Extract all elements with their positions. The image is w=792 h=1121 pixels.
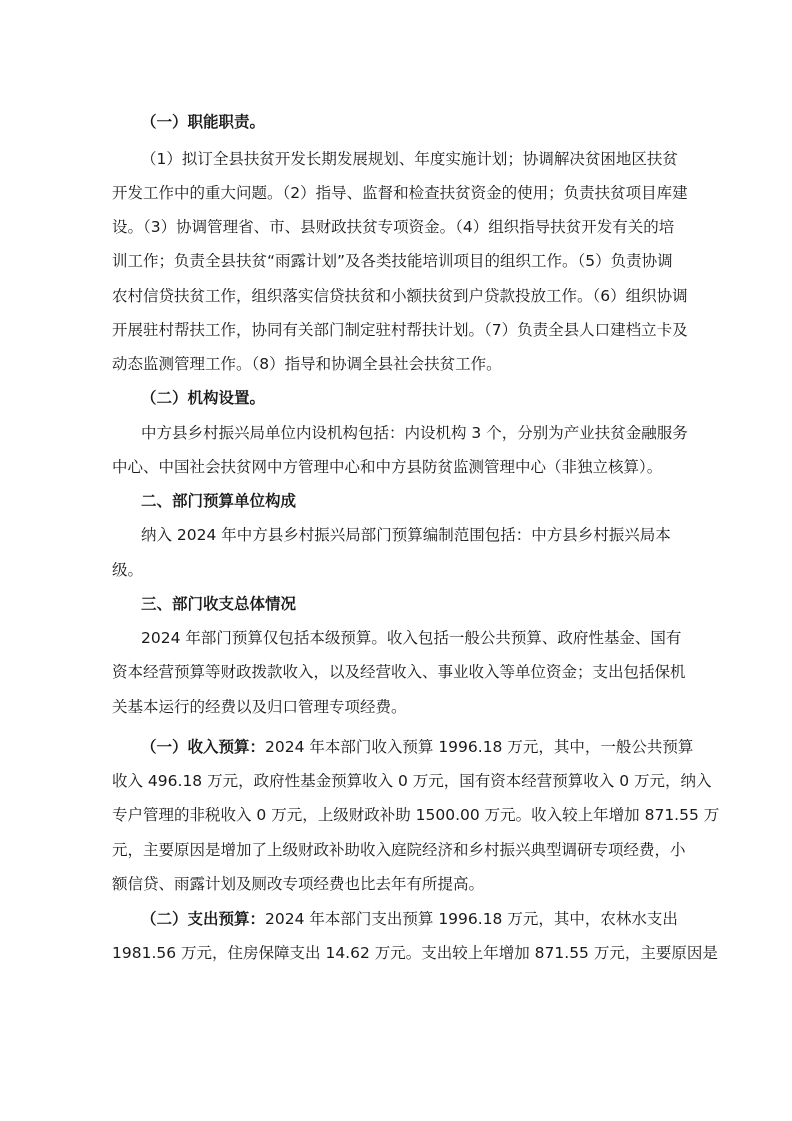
- paragraph-line: 开展驻村帮扶工作，协同有关部门制定驻村帮扶计划。（7）负责全县人口建档立卡及: [112, 321, 688, 339]
- paragraph-line: 元，主要原因是增加了上级财政补助收入庭院经济和乡村振兴典型调研专项经费，小: [112, 841, 686, 859]
- paragraph-line: 动态监测管理工作。（8）指导和协调全县社会扶贫工作。: [112, 355, 502, 373]
- paragraph-line: 设。（3）协调管理省、市、县财政扶贫专项资金。（4）组织指导扶贫开发有关的培: [112, 218, 675, 236]
- paragraph-line: （1）拟订全县扶贫开发长期发展规划、年度实施计划；协调解决贫困地区扶贫: [141, 150, 678, 168]
- paragraph-line: 资本经营预算等财政拨款收入，以及经营收入、事业收入等单位资金；支出包括保机: [112, 663, 686, 681]
- paragraph-line: 专户管理的非税收入 0 万元，上级财政补助 1500.00 万元。收入较上年增加 871.55 万: [112, 806, 720, 824]
- paragraph-line: 纳入 2024 年中方县乡村振兴局部门预算编制范围包括：中方县乡村振兴局本: [141, 526, 671, 544]
- section-heading-overall: 三、部门收支总体情况: [141, 595, 297, 613]
- income-text: 2024 年本部门收入预算 1996.18 万元，其中，一般公共预算: [265, 738, 694, 756]
- paragraph-line: 训工作；负责全县扶贫“雨露计划”及各类技能培训项目的组织工作。（5）负责协调: [112, 252, 673, 270]
- paragraph-line: 农村信贷扶贫工作，组织落实信贷扶贫和小额扶贫到户贷款投放工作。（6）组织协调: [112, 287, 688, 305]
- paragraph-line: 关基本运行的经费以及归口管理专项经费。: [112, 698, 407, 716]
- section-heading-organization: （二）机构设置。: [141, 389, 266, 407]
- paragraph-line: 级。: [112, 561, 144, 579]
- paragraph-line: 中方县乡村振兴局单位内设机构包括：内设机构 3 个，分别为产业扶贫金融服务: [141, 424, 688, 442]
- section-heading-budget-units: 二、部门预算单位构成: [141, 492, 297, 510]
- expenditure-label: （二）支出预算：: [141, 910, 266, 928]
- paragraph-line: 额信贷、雨露计划及厕改专项经费也比去年有所提高。: [112, 875, 485, 893]
- expenditure-text: 2024 年本部门支出预算 1996.18 万元，其中，农林水支出: [265, 910, 678, 928]
- paragraph-line: 中心、中国社会扶贫网中方管理中心和中方县防贫监测管理中心（非独立核算）。: [112, 458, 663, 476]
- income-line: [141, 735, 693, 757]
- expenditure-line: [141, 907, 678, 929]
- paragraph-line: 1981.56 万元，住房保障支出 14.62 万元。支出较上年增加 871.55 万元，主要原因是: [112, 944, 718, 962]
- paragraph-line: 收入 496.18 万元，政府性基金预算收入 0 万元，国有资本经营预算收入 0 万元，纳入: [112, 772, 712, 790]
- income-label: （一）收入预算：: [141, 738, 266, 756]
- paragraph-line: 2024 年部门预算仅包括本级预算。收入包括一般公共预算、政府性基金、国有: [141, 629, 682, 647]
- paragraph-line: 开发工作中的重大问题。（2）指导、监督和检查扶贫资金的使用；负责扶贫项目库建: [112, 184, 688, 202]
- section-heading-duties: （一）职能职责。: [141, 113, 266, 131]
